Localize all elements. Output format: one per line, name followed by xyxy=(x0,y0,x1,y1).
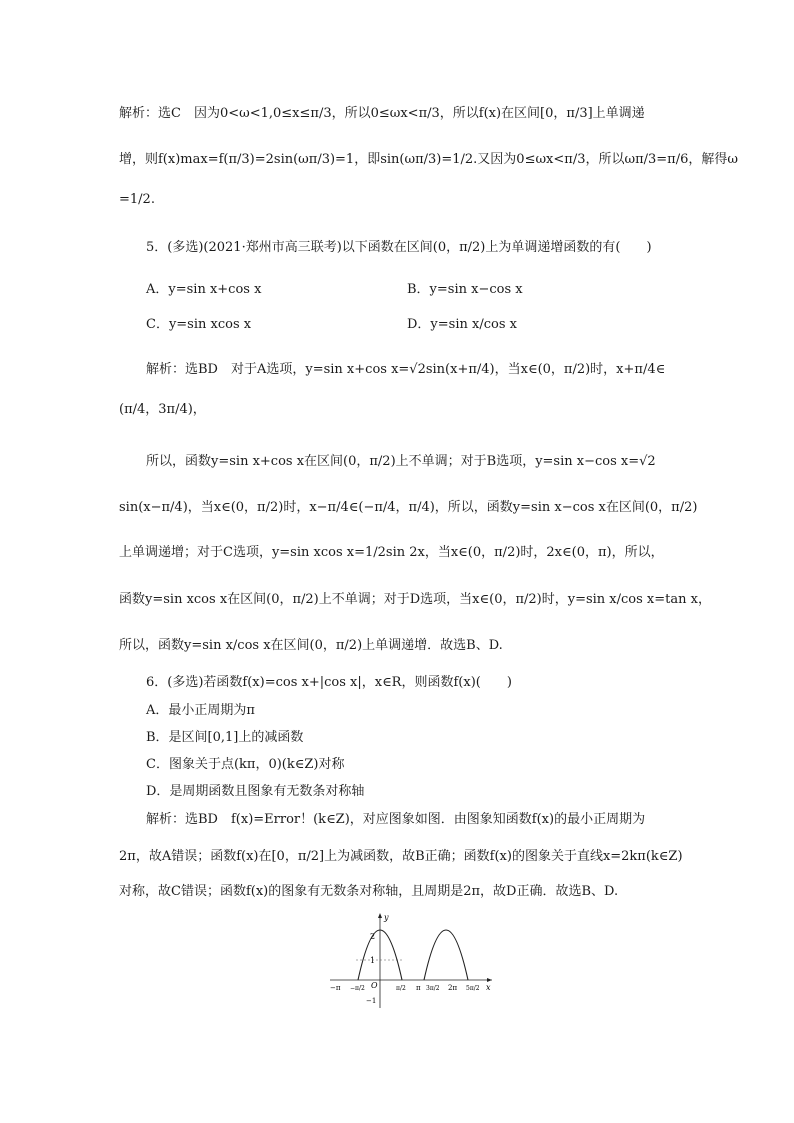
solution-4-line-1: 解析：选C 因为0<ω<1,0≤x≤π/3，所以0≤ωx<π/3，所以f(x)在区间[0，π/3]上单调递 xyxy=(119,106,645,121)
y-tick-minus1: −1 xyxy=(366,997,377,1005)
y-tick-2: 2 xyxy=(370,932,376,941)
x-tick-2pi: 2π xyxy=(448,984,458,992)
solution-6-line-2: 2π，故A错误；函数f(x)在[0，π/2]上为减函数，故B正确；函数f(x)的图象关于直线x=2kπ(k∈Z) xyxy=(119,849,683,864)
curve-arch-2 xyxy=(424,930,468,980)
solution-6-line-1: 解析：选BD f(x)=Error！(k∈Z)，对应图象如图．由图象知函数f(x)的最小正周期为 xyxy=(146,812,646,827)
question-5-option-b: B．y=sin x−cos x xyxy=(407,282,523,297)
solution-5-line-5: 上单调递增；对于C选项，y=sin xcos x=1/2sin 2x，当x∈(0，π/2)时，2x∈(0，π)，所以， xyxy=(119,545,664,560)
question-6-stem: 6．(多选)若函数f(x)=cos x+|cos x|，x∈R，则函数f(x)( ) xyxy=(146,675,512,690)
x-axis-label: x xyxy=(486,983,491,992)
question-5-option-a: A．y=sin x+cos x xyxy=(146,282,262,297)
solution-4-line-3: =1/2. xyxy=(119,192,155,207)
question-6-option-c: C．图象关于点(kπ，0)(k∈Z)对称 xyxy=(146,757,345,772)
question-6-option-b: B．是区间[0,1]上的减函数 xyxy=(146,730,304,745)
question-5-stem: 5．(多选)(2021·郑州市高三联考)以下函数在区间(0，π/2)上为单调递增函数的有( ) xyxy=(146,240,652,255)
x-axis-arrow xyxy=(487,978,492,982)
x-tick-neg-half-pi: −π/2 xyxy=(350,985,365,992)
y-axis-label: y xyxy=(384,913,389,922)
x-tick-pi: π xyxy=(416,984,421,992)
x-tick-half-pi: π/2 xyxy=(396,985,406,992)
question-5-option-c: C．y=sin xcos x xyxy=(146,317,252,332)
y-axis-arrow xyxy=(378,913,382,918)
origin-label: O xyxy=(371,981,378,990)
x-tick-neg-pi: −π xyxy=(330,984,341,992)
x-tick-3-half-pi: 3π/2 xyxy=(426,985,440,992)
solution-5-line-7: 所以，函数y=sin x/cos x在区间(0，π/2)上单调递增．故选B、D. xyxy=(119,638,503,653)
x-tick-5-half-pi: 5π/2 xyxy=(466,985,480,992)
solution-5-line-4: sin(x−π/4)，当x∈(0，π/2)时，x−π/4∈(−π/4，π/4)，所以，函数y=sin x−cos x在区间(0，π/2) xyxy=(119,500,698,515)
solution-5-line-1: 解析：选BD 对于A选项，y=sin x+cos x=√2sin(x+π/4)，当x∈(0，π/2)时，x+π/4∈ xyxy=(146,362,666,377)
solution-4-line-2: 增，则f(x)max=f(π/3)=2sin(ωπ/3)=1，即sin(ωπ/3)=1/2.又因为0≤ωx<π/3，所以ωπ/3=π/6，解得ω xyxy=(119,152,738,167)
y-tick-1: 1 xyxy=(370,956,376,965)
question-5-option-d: D．y=sin x/cos x xyxy=(407,317,517,332)
solution-5-line-6: 函数y=sin xcos x在区间(0，π/2)上不单调；对于D选项，当x∈(0，π/2)时，y=sin x/cos x=tan x， xyxy=(119,592,711,607)
function-graph-figure xyxy=(320,908,500,1018)
question-6-option-a: A．最小正周期为π xyxy=(146,703,255,718)
solution-6-line-3: 对称，故C错误；函数f(x)的图象有无数条对称轴，且周期是2π，故D正确．故选B、D. xyxy=(119,884,619,899)
solution-5-line-2: (π/4，3π/4)， xyxy=(119,402,206,417)
question-6-option-d: D．是周期函数且图象有无数条对称轴 xyxy=(146,784,365,799)
solution-5-line-3: 所以，函数y=sin x+cos x在区间(0，π/2)上不单调；对于B选项，y=sin x−cos x=√2 xyxy=(146,454,656,469)
